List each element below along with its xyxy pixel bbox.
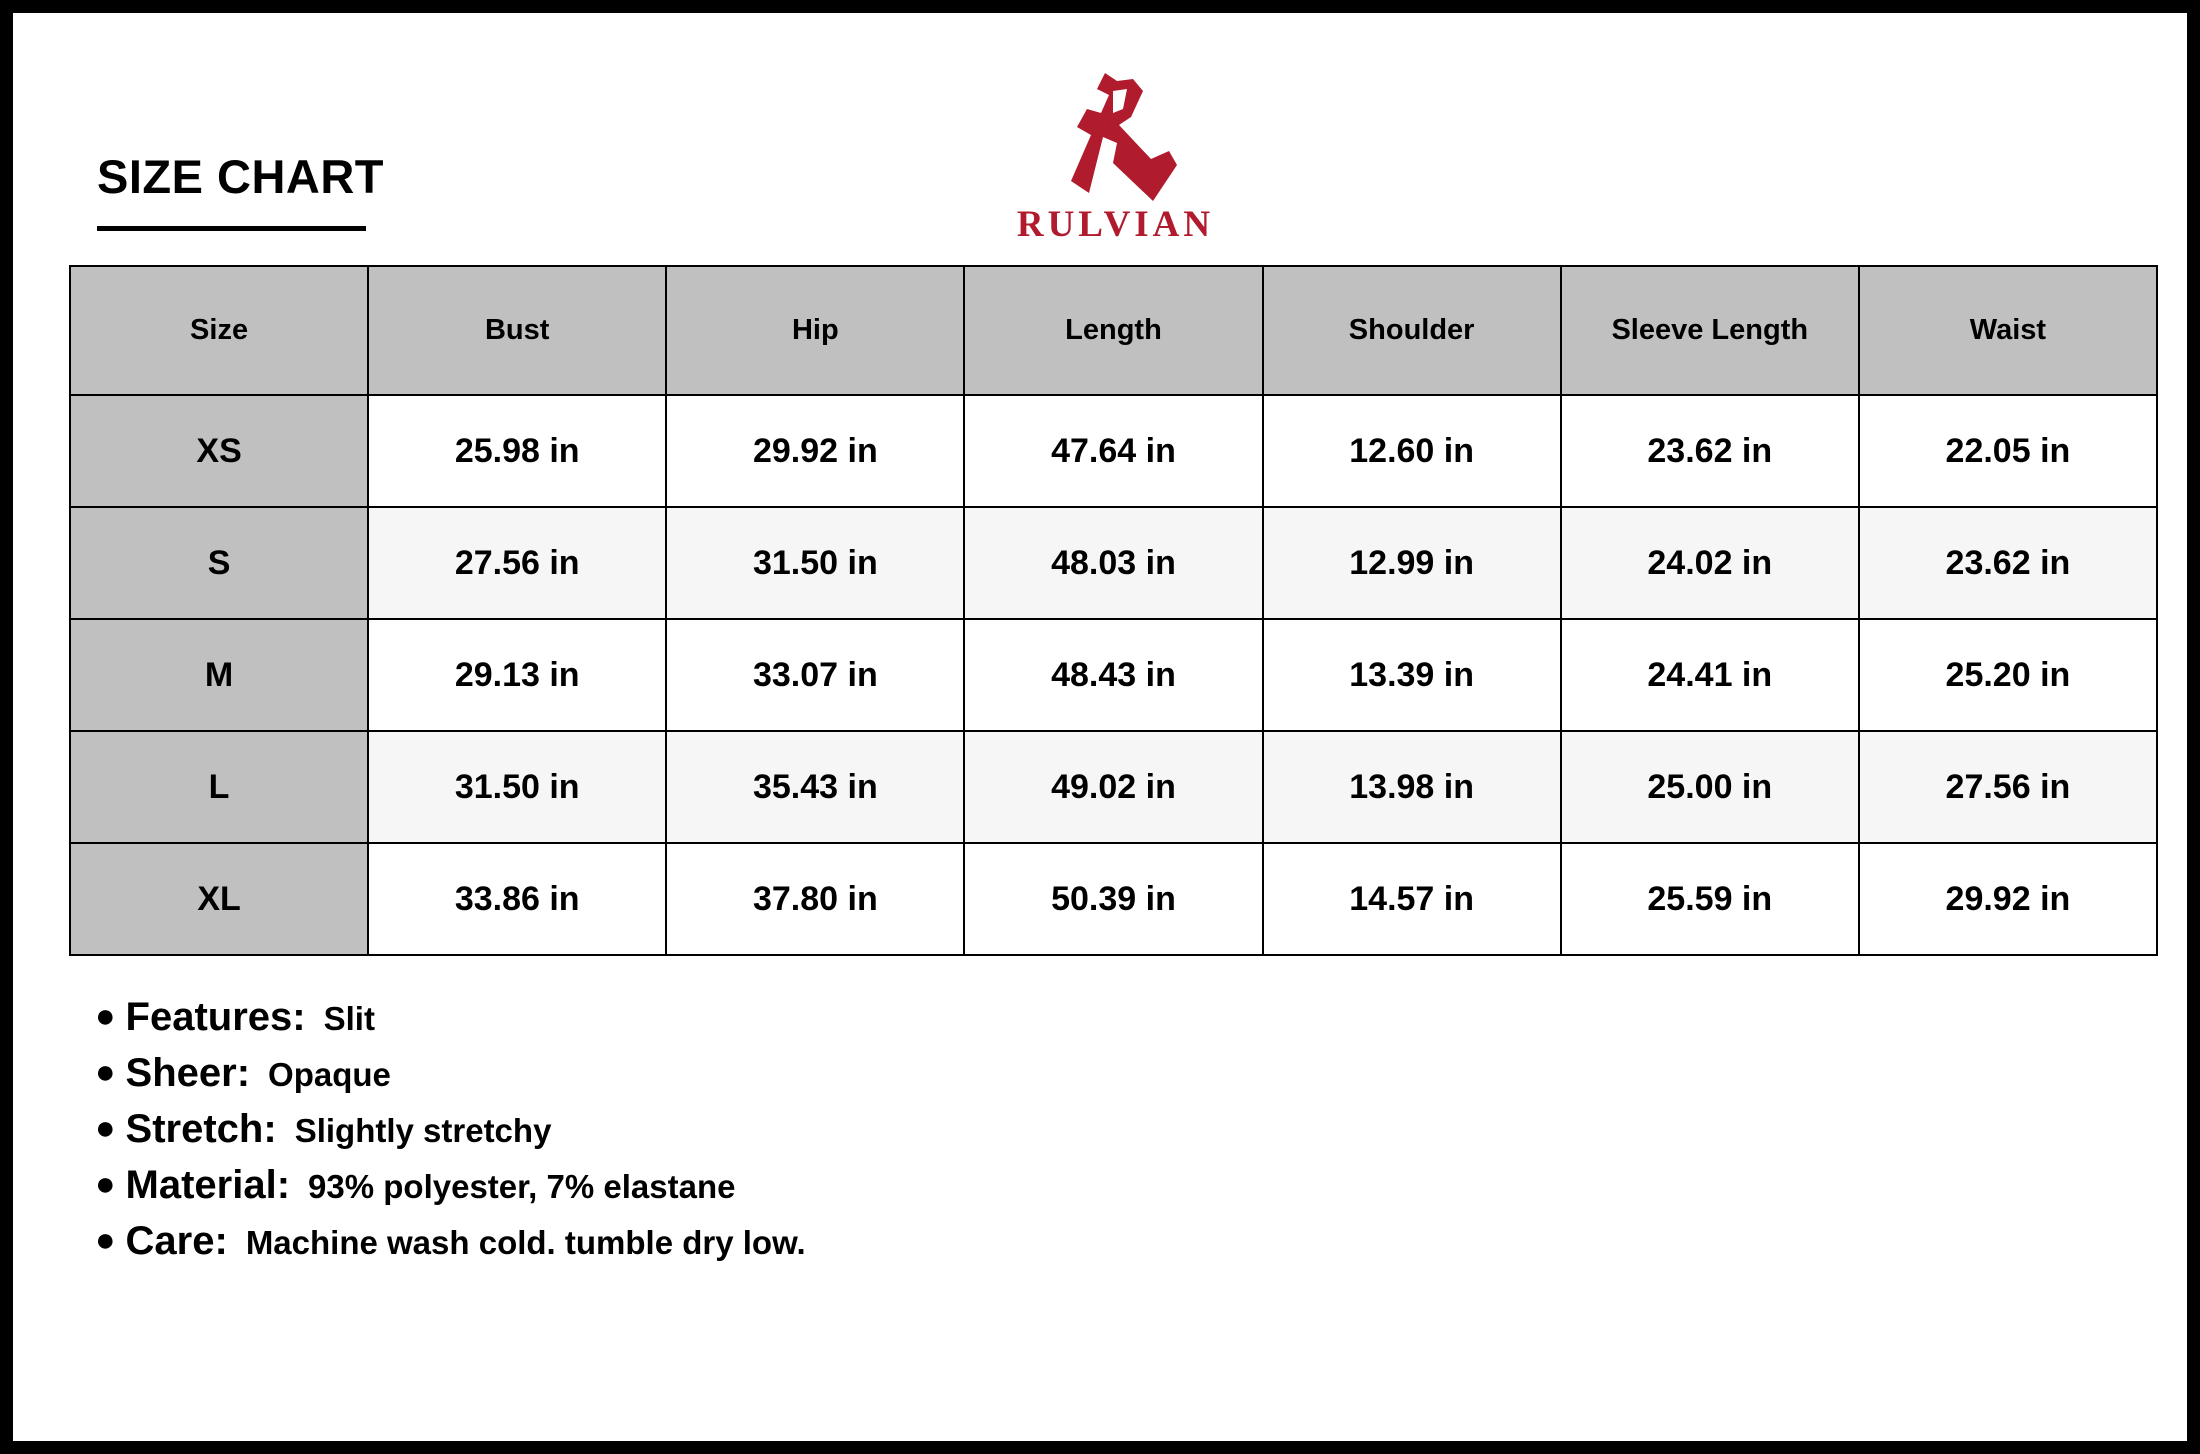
- spec-label: Sheer:: [125, 1051, 251, 1095]
- bullet-icon: ●: [95, 997, 116, 1035]
- page-title: SIZE CHART: [97, 150, 384, 203]
- size-label: XL: [70, 843, 368, 955]
- sleeve-length-value: 24.02 in: [1561, 507, 1859, 619]
- header-bust: Bust: [368, 266, 666, 395]
- rulvian-r-logo-icon: [1061, 73, 1181, 201]
- sleeve-length-value: 25.59 in: [1561, 843, 1859, 955]
- waist-value: 29.92 in: [1859, 843, 2157, 955]
- hip-value: 29.92 in: [666, 395, 964, 507]
- size-table: [69, 265, 2158, 956]
- bullet-icon: ●: [95, 1165, 116, 1203]
- sleeve-length-value: 25.00 in: [1561, 731, 1859, 843]
- spec-value: Machine wash cold. tumble dry low.: [245, 1224, 806, 1261]
- shoulder-value: 12.60 in: [1263, 395, 1561, 507]
- title-underline: [97, 226, 366, 231]
- length-value: 50.39 in: [964, 843, 1262, 955]
- length-value: 48.43 in: [964, 619, 1262, 731]
- waist-value: 23.62 in: [1859, 507, 2157, 619]
- spec-value: Slightly stretchy: [294, 1112, 552, 1149]
- spec-value: 93% polyester, 7% elastane: [308, 1168, 736, 1205]
- product-specs-list: [95, 995, 806, 1275]
- shoulder-value: 13.98 in: [1263, 731, 1561, 843]
- table-row: [70, 507, 2157, 619]
- header-size: Size: [70, 266, 368, 395]
- shoulder-value: 13.39 in: [1263, 619, 1561, 731]
- sleeve-length-value: 24.41 in: [1561, 619, 1859, 731]
- table-row: [70, 395, 2157, 507]
- length-value: 49.02 in: [964, 731, 1262, 843]
- spec-features: [95, 995, 806, 1051]
- length-value: 48.03 in: [964, 507, 1262, 619]
- spec-stretch: [95, 1107, 806, 1163]
- length-value: 47.64 in: [964, 395, 1262, 507]
- shoulder-value: 14.57 in: [1263, 843, 1561, 955]
- table-header-row: [70, 266, 2157, 395]
- spec-care: [95, 1219, 806, 1275]
- spec-label: Features:: [125, 995, 306, 1039]
- table-row: [70, 731, 2157, 843]
- header-length: Length: [964, 266, 1262, 395]
- bullet-icon: ●: [95, 1109, 116, 1147]
- spec-sheer: [95, 1051, 806, 1107]
- bust-value: 29.13 in: [368, 619, 666, 731]
- shoulder-value: 12.99 in: [1263, 507, 1561, 619]
- spec-label: Stretch:: [125, 1107, 277, 1151]
- brand-logo: [1003, 73, 1228, 243]
- spec-label: Care:: [125, 1219, 228, 1263]
- size-label: XS: [70, 395, 368, 507]
- header-waist: Waist: [1859, 266, 2157, 395]
- bust-value: 31.50 in: [368, 731, 666, 843]
- size-label: S: [70, 507, 368, 619]
- waist-value: 22.05 in: [1859, 395, 2157, 507]
- brand-name: RULVIAN: [1016, 204, 1215, 245]
- spec-value: Opaque: [268, 1056, 391, 1093]
- hip-value: 33.07 in: [666, 619, 964, 731]
- header-shoulder: Shoulder: [1263, 266, 1561, 395]
- bullet-icon: ●: [95, 1221, 116, 1259]
- table-row: [70, 843, 2157, 955]
- waist-value: 25.20 in: [1859, 619, 2157, 731]
- bullet-icon: ●: [95, 1053, 116, 1091]
- bust-value: 27.56 in: [368, 507, 666, 619]
- table-row: [70, 619, 2157, 731]
- sleeve-length-value: 23.62 in: [1561, 395, 1859, 507]
- hip-value: 37.80 in: [666, 843, 964, 955]
- spec-material: [95, 1163, 806, 1219]
- bust-value: 33.86 in: [368, 843, 666, 955]
- spec-value: Slit: [323, 1000, 375, 1037]
- hip-value: 35.43 in: [666, 731, 964, 843]
- size-label: L: [70, 731, 368, 843]
- size-label: M: [70, 619, 368, 731]
- waist-value: 27.56 in: [1859, 731, 2157, 843]
- bust-value: 25.98 in: [368, 395, 666, 507]
- header-hip: Hip: [666, 266, 964, 395]
- hip-value: 31.50 in: [666, 507, 964, 619]
- header-sleeve-length: Sleeve Length: [1561, 266, 1859, 395]
- spec-label: Material:: [125, 1163, 291, 1207]
